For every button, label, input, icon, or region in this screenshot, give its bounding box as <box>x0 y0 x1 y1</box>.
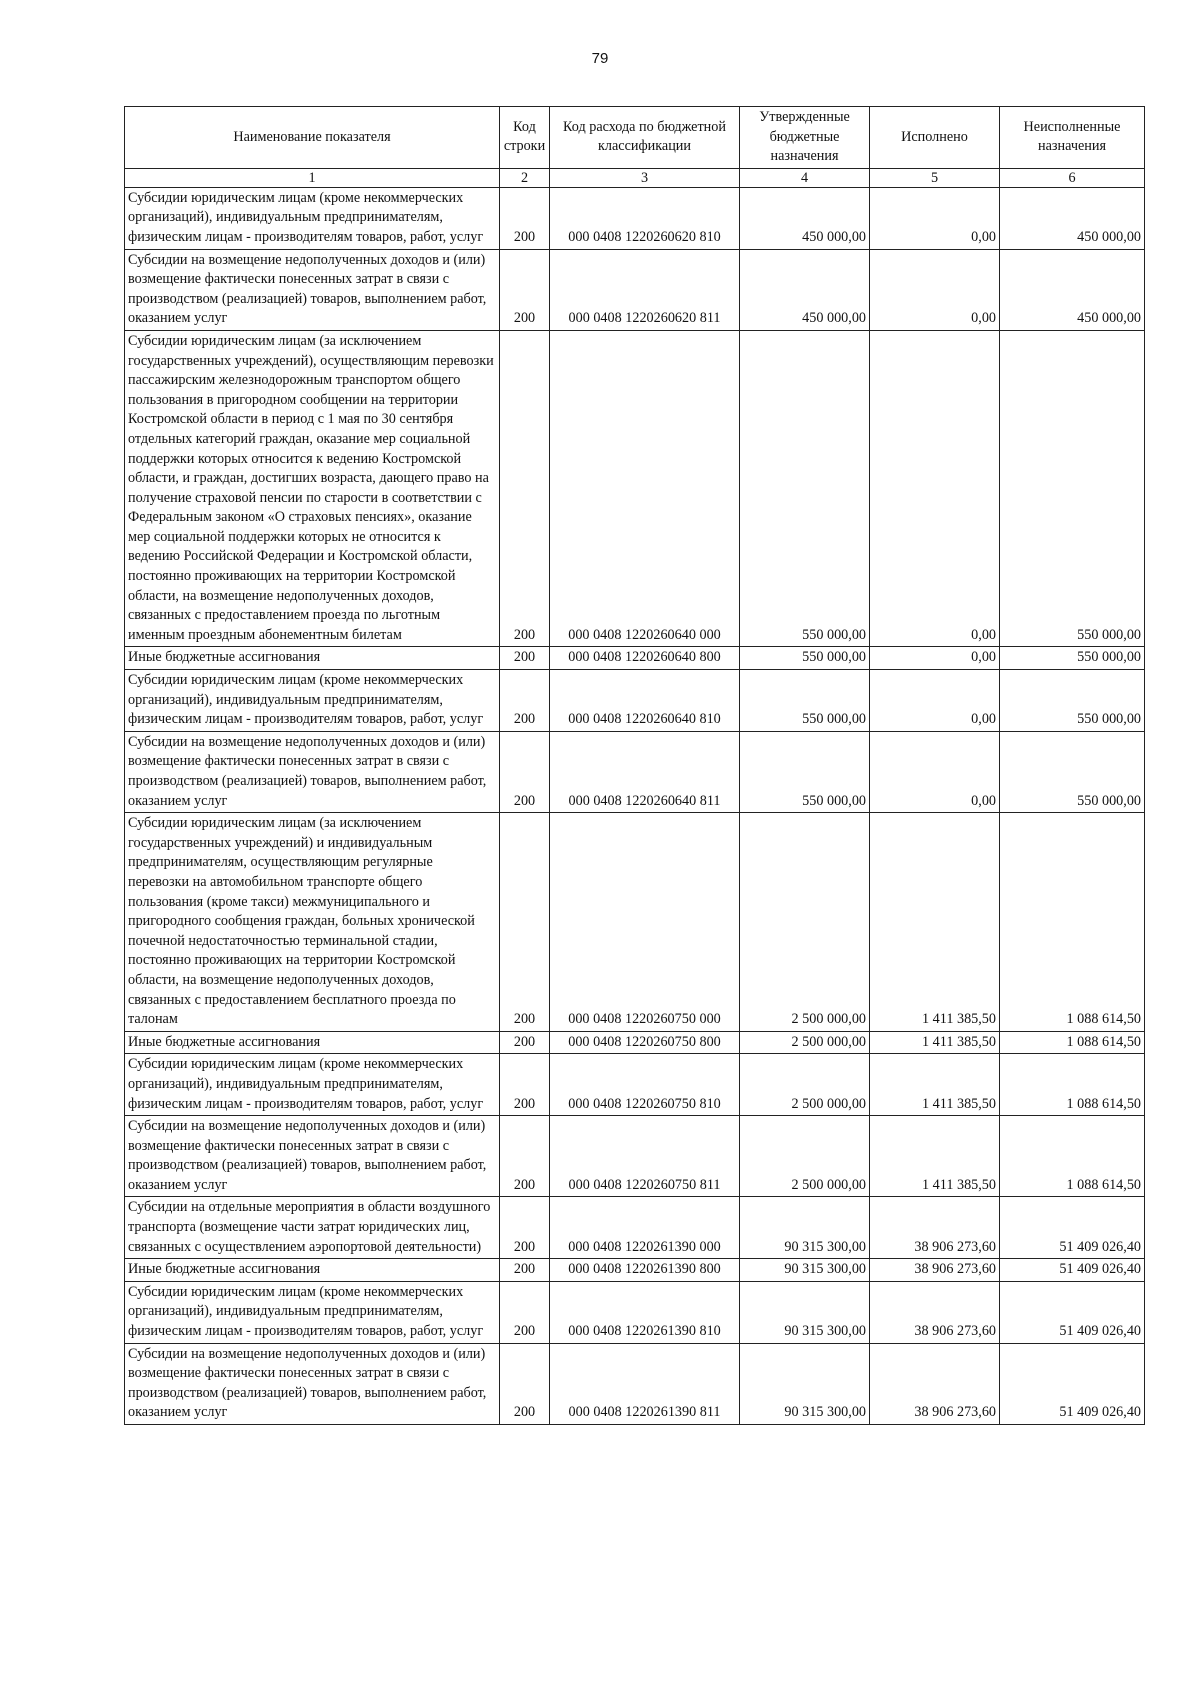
row-unexecuted-amount: 51 409 026,40 <box>1000 1197 1145 1259</box>
row-budget-code: 000 0408 1220261390 800 <box>550 1259 740 1282</box>
table-row <box>125 1281 1145 1343</box>
column-number: 5 <box>870 168 1000 187</box>
row-budget-code: 000 0408 1220260640 800 <box>550 647 740 670</box>
row-approved-amount: 2 500 000,00 <box>740 813 870 1032</box>
row-budget-code: 000 0408 1220260750 810 <box>550 1054 740 1116</box>
row-unexecuted-amount: 450 000,00 <box>1000 187 1145 249</box>
row-indicator-name: Иные бюджетные ассигнования <box>125 647 500 670</box>
row-unexecuted-amount: 51 409 026,40 <box>1000 1259 1145 1282</box>
row-approved-amount: 550 000,00 <box>740 731 870 812</box>
row-executed-amount: 1 411 385,50 <box>870 1031 1000 1054</box>
row-budget-code: 000 0408 1220260750 000 <box>550 813 740 1032</box>
row-executed-amount: 38 906 273,60 <box>870 1197 1000 1259</box>
row-budget-code: 000 0408 1220260750 800 <box>550 1031 740 1054</box>
table-row <box>125 670 1145 732</box>
row-indicator-name: Субсидии на возмещение недополученных доходов и (или) возмещение фактически понесенных затрат в связи с производством (реализацией) товаров, выполнением работ, оказанием услуг <box>125 731 500 812</box>
row-executed-amount: 0,00 <box>870 249 1000 330</box>
row-budget-code: 000 0408 1220260620 811 <box>550 249 740 330</box>
row-budget-code: 000 0408 1220260640 810 <box>550 670 740 732</box>
header-line-code: Код строки <box>500 107 550 169</box>
row-executed-amount: 0,00 <box>870 670 1000 732</box>
row-executed-amount: 0,00 <box>870 330 1000 647</box>
row-indicator-name: Субсидии юридическим лицам (кроме некоммерческих организаций), индивидуальным предпринимателям, физическим лицам - производителям товаров, работ, услуг <box>125 1054 500 1116</box>
row-indicator-name: Субсидии на возмещение недополученных доходов и (или) возмещение фактически понесенных затрат в связи с производством (реализацией) товаров, выполнением работ, оказанием услуг <box>125 1343 500 1424</box>
table-header-row <box>125 107 1145 169</box>
table-row <box>125 1259 1145 1282</box>
row-indicator-name: Субсидии юридическим лицам (кроме некоммерческих организаций), индивидуальным предпринимателям, физическим лицам - производителям товаров, работ, услуг <box>125 670 500 732</box>
row-indicator-name: Иные бюджетные ассигнования <box>125 1259 500 1282</box>
row-budget-code: 000 0408 1220261390 811 <box>550 1343 740 1424</box>
budget-execution-table <box>124 106 1145 1425</box>
row-executed-amount: 0,00 <box>870 187 1000 249</box>
column-number: 3 <box>550 168 740 187</box>
row-line-code: 200 <box>500 249 550 330</box>
row-executed-amount: 1 411 385,50 <box>870 1116 1000 1197</box>
row-line-code: 200 <box>500 1054 550 1116</box>
row-executed-amount: 0,00 <box>870 731 1000 812</box>
row-approved-amount: 450 000,00 <box>740 249 870 330</box>
row-unexecuted-amount: 1 088 614,50 <box>1000 813 1145 1032</box>
table-row <box>125 1197 1145 1259</box>
row-executed-amount: 0,00 <box>870 647 1000 670</box>
row-line-code: 200 <box>500 731 550 812</box>
table-row <box>125 731 1145 812</box>
row-indicator-name: Субсидии на возмещение недополученных доходов и (или) возмещение фактически понесенных затрат в связи с производством (реализацией) товаров, выполнением работ, оказанием услуг <box>125 1116 500 1197</box>
row-approved-amount: 2 500 000,00 <box>740 1116 870 1197</box>
row-line-code: 200 <box>500 187 550 249</box>
row-executed-amount: 38 906 273,60 <box>870 1281 1000 1343</box>
row-indicator-name: Иные бюджетные ассигнования <box>125 1031 500 1054</box>
table-row <box>125 1054 1145 1116</box>
row-unexecuted-amount: 1 088 614,50 <box>1000 1116 1145 1197</box>
row-approved-amount: 90 315 300,00 <box>740 1197 870 1259</box>
row-line-code: 200 <box>500 813 550 1032</box>
row-budget-code: 000 0408 1220261390 810 <box>550 1281 740 1343</box>
row-indicator-name: Субсидии юридическим лицам (кроме некоммерческих организаций), индивидуальным предпринимателям, физическим лицам - производителям товаров, работ, услуг <box>125 1281 500 1343</box>
header-unexecuted: Неисполненные назначения <box>1000 107 1145 169</box>
row-unexecuted-amount: 550 000,00 <box>1000 731 1145 812</box>
header-executed: Исполнено <box>870 107 1000 169</box>
row-approved-amount: 90 315 300,00 <box>740 1259 870 1282</box>
column-number: 2 <box>500 168 550 187</box>
row-unexecuted-amount: 550 000,00 <box>1000 670 1145 732</box>
column-number: 4 <box>740 168 870 187</box>
row-executed-amount: 38 906 273,60 <box>870 1343 1000 1424</box>
row-line-code: 200 <box>500 330 550 647</box>
row-budget-code: 000 0408 1220260750 811 <box>550 1116 740 1197</box>
row-line-code: 200 <box>500 1259 550 1282</box>
row-approved-amount: 90 315 300,00 <box>740 1281 870 1343</box>
row-line-code: 200 <box>500 1343 550 1424</box>
row-line-code: 200 <box>500 1281 550 1343</box>
row-unexecuted-amount: 1 088 614,50 <box>1000 1054 1145 1116</box>
row-approved-amount: 90 315 300,00 <box>740 1343 870 1424</box>
row-indicator-name: Субсидии юридическим лицам (за исключением государственных учреждений) и индивидуальным предпринимателям, осуществляющим регулярные перевозки на автомобильном транспорте общего пользования (кроме такси) межмуниципального и пригородного сообщения граждан, больных хронической почечной недостаточностью терминальной стадии, постоянно проживающих на территории Костромской области, на возмещение недополученных доходов, связанных с предоставлением бесплатного проезда по талонам <box>125 813 500 1032</box>
row-approved-amount: 550 000,00 <box>740 670 870 732</box>
row-line-code: 200 <box>500 647 550 670</box>
row-line-code: 200 <box>500 1031 550 1054</box>
table-row <box>125 249 1145 330</box>
row-line-code: 200 <box>500 1197 550 1259</box>
table-row <box>125 187 1145 249</box>
row-unexecuted-amount: 51 409 026,40 <box>1000 1343 1145 1424</box>
table-row <box>125 1343 1145 1424</box>
row-executed-amount: 1 411 385,50 <box>870 813 1000 1032</box>
row-indicator-name: Субсидии юридическим лицам (кроме некоммерческих организаций), индивидуальным предпринимателям, физическим лицам - производителям товаров, работ, услуг <box>125 187 500 249</box>
row-approved-amount: 2 500 000,00 <box>740 1054 870 1116</box>
row-budget-code: 000 0408 1220260640 811 <box>550 731 740 812</box>
table-row <box>125 813 1145 1032</box>
row-unexecuted-amount: 550 000,00 <box>1000 647 1145 670</box>
table-body <box>125 187 1145 1424</box>
header-indicator-name: Наименование показателя <box>125 107 500 169</box>
table-row <box>125 1031 1145 1054</box>
row-budget-code: 000 0408 1220261390 000 <box>550 1197 740 1259</box>
table-row <box>125 647 1145 670</box>
header-approved: Утвержденные бюджетные назначения <box>740 107 870 169</box>
column-number-row <box>125 168 1145 187</box>
column-number: 1 <box>125 168 500 187</box>
row-unexecuted-amount: 450 000,00 <box>1000 249 1145 330</box>
row-approved-amount: 450 000,00 <box>740 187 870 249</box>
row-executed-amount: 38 906 273,60 <box>870 1259 1000 1282</box>
row-line-code: 200 <box>500 1116 550 1197</box>
header-budget-code: Код расхода по бюджетной классификации <box>550 107 740 169</box>
row-executed-amount: 1 411 385,50 <box>870 1054 1000 1116</box>
table-row <box>125 1116 1145 1197</box>
table-row <box>125 330 1145 647</box>
row-approved-amount: 550 000,00 <box>740 647 870 670</box>
row-unexecuted-amount: 51 409 026,40 <box>1000 1281 1145 1343</box>
column-number: 6 <box>1000 168 1145 187</box>
row-indicator-name: Субсидии на отдельные мероприятия в области воздушного транспорта (возмещение части затрат юридических лиц, связанных с осуществлением аэропортовой деятельности) <box>125 1197 500 1259</box>
page-number: 79 <box>591 50 609 67</box>
row-approved-amount: 2 500 000,00 <box>740 1031 870 1054</box>
row-unexecuted-amount: 550 000,00 <box>1000 330 1145 647</box>
row-budget-code: 000 0408 1220260620 810 <box>550 187 740 249</box>
row-approved-amount: 550 000,00 <box>740 330 870 647</box>
row-line-code: 200 <box>500 670 550 732</box>
row-indicator-name: Субсидии на возмещение недополученных доходов и (или) возмещение фактически понесенных затрат в связи с производством (реализацией) товаров, выполнением работ, оказанием услуг <box>125 249 500 330</box>
row-unexecuted-amount: 1 088 614,50 <box>1000 1031 1145 1054</box>
row-indicator-name: Субсидии юридическим лицам (за исключением государственных учреждений), осуществляющим перевозки пассажирским железнодорожным транспортом общего пользования в пригородном сообщении на территории Костромской области в период с 1 мая по 30 сентября отдельных категорий граждан, оказание мер социальной поддержки которых относится к ведению Костромской области, и граждан, достигших возраста, дающего право на получение страховой пенсии по старости в соответствии с Федеральным законом «О страховых пенсиях», оказание мер социальной поддержки которых не относится к ведению Российской Федерации и Костромской области, постоянно проживающих на территории Костромской области, на возмещение недополученных доходов, связанных с предоставлением проезда по льготным именным проездным абонементным билетам <box>125 330 500 647</box>
row-budget-code: 000 0408 1220260640 000 <box>550 330 740 647</box>
